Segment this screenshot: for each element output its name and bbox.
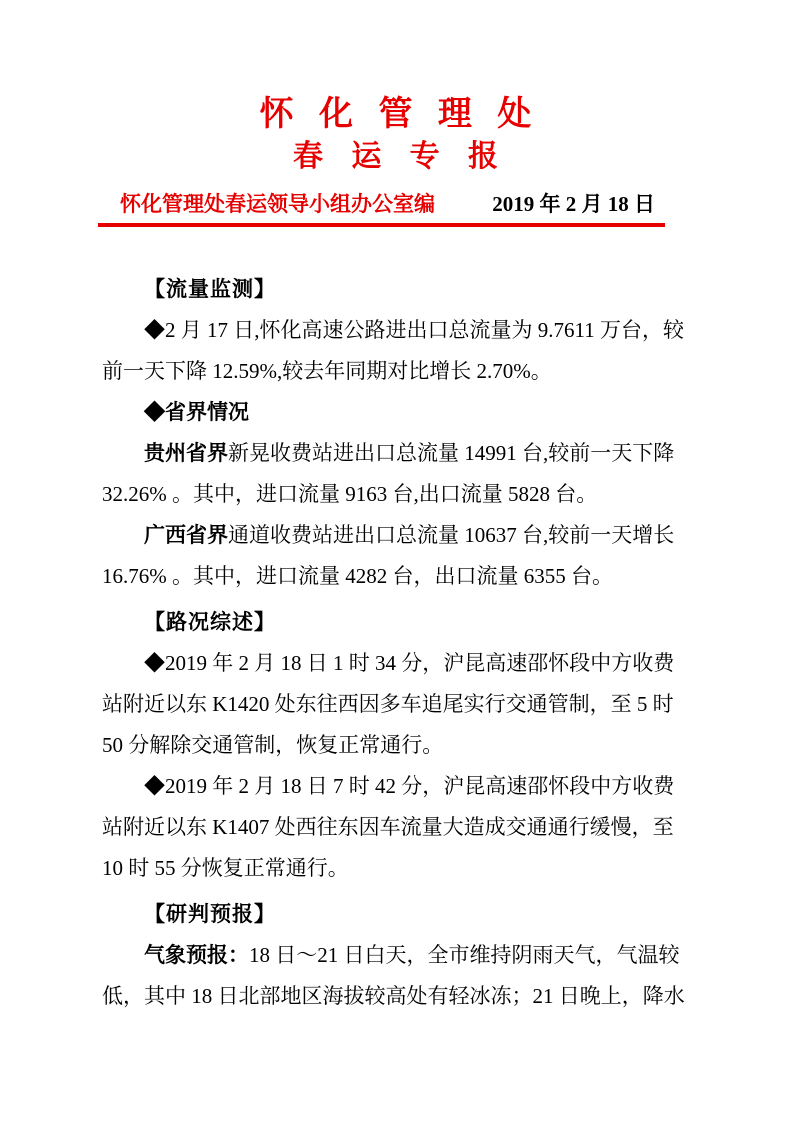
byline-editor: 怀化管理处春运领导小组办公室编 xyxy=(120,193,435,216)
text-run: 新晃收费站进出口总流量 14991 台,较前一天下降 xyxy=(228,441,675,465)
byline-row xyxy=(98,188,665,218)
paragraph xyxy=(102,433,722,515)
text-run: ◆2 月 17 日,怀化高速公路进出口总流量为 9.7611 万台，较 xyxy=(144,318,684,342)
document-body xyxy=(102,269,722,1017)
document-header xyxy=(0,0,793,227)
section-header xyxy=(102,269,722,310)
document-title-line2: 春 运 专 报 xyxy=(292,140,500,173)
text-run: 站附近以东 K1407 处西往东因车流量大造成交通通行缓慢，至 xyxy=(102,815,674,839)
paragraph xyxy=(102,935,722,1017)
bold-text-run: 贵州省界 xyxy=(144,442,228,465)
text-run: 前一天下降 12.59%,较去年同期对比增长 2.70%。 xyxy=(102,359,552,383)
section-header xyxy=(102,894,722,935)
bold-text-run: 【研判预报】 xyxy=(144,903,276,926)
paragraph xyxy=(102,766,722,889)
document-date: 2019 年 2 月 18 日 xyxy=(492,192,655,216)
text-run: 50 分解除交通管制，恢复正常通行。 xyxy=(102,733,444,757)
text-run: ◆2019 年 2 月 18 日 1 时 34 分，沪昆高速邵怀段中方收费 xyxy=(144,651,675,675)
bold-text-run: 气象预报： xyxy=(144,944,249,967)
text-run: 站附近以东 K1420 处东往西因多车追尾实行交通管制，至 5 时 xyxy=(102,692,674,716)
bold-text-run: ◆省界情况 xyxy=(144,401,249,424)
section-header xyxy=(102,602,722,643)
bold-text-run: 【路况综述】 xyxy=(144,611,276,634)
text-run: 通道收费站进出口总流量 10637 台,较前一天增长 xyxy=(228,523,675,547)
paragraph xyxy=(102,643,722,766)
text-run: 32.26% 。其中，进口流量 9163 台,出口流量 5828 台。 xyxy=(102,482,598,506)
paragraph xyxy=(102,310,722,392)
text-run: ◆2019 年 2 月 18 日 7 时 42 分，沪昆高速邵怀段中方收费 xyxy=(144,774,675,798)
bold-text-run: 广西省界 xyxy=(144,524,228,547)
paragraph xyxy=(102,515,722,597)
header-rule-divider xyxy=(98,223,665,227)
text-run: 10 时 55 分恢复正常通行。 xyxy=(102,856,349,880)
bold-text-run: 【流量监测】 xyxy=(144,278,276,301)
text-run: 16.76% 。其中，进口流量 4282 台，出口流量 6355 台。 xyxy=(102,564,613,588)
text-run: 18 日～21 日白天，全市维持阴雨天气，气温较 xyxy=(249,943,680,967)
sub-header xyxy=(102,392,722,433)
text-run: 低，其中 18 日北部地区海拔较高处有轻冰冻；21 日晚上，降水 xyxy=(102,984,685,1008)
document-title-line1: 怀 化 管 理 处 xyxy=(259,95,534,133)
